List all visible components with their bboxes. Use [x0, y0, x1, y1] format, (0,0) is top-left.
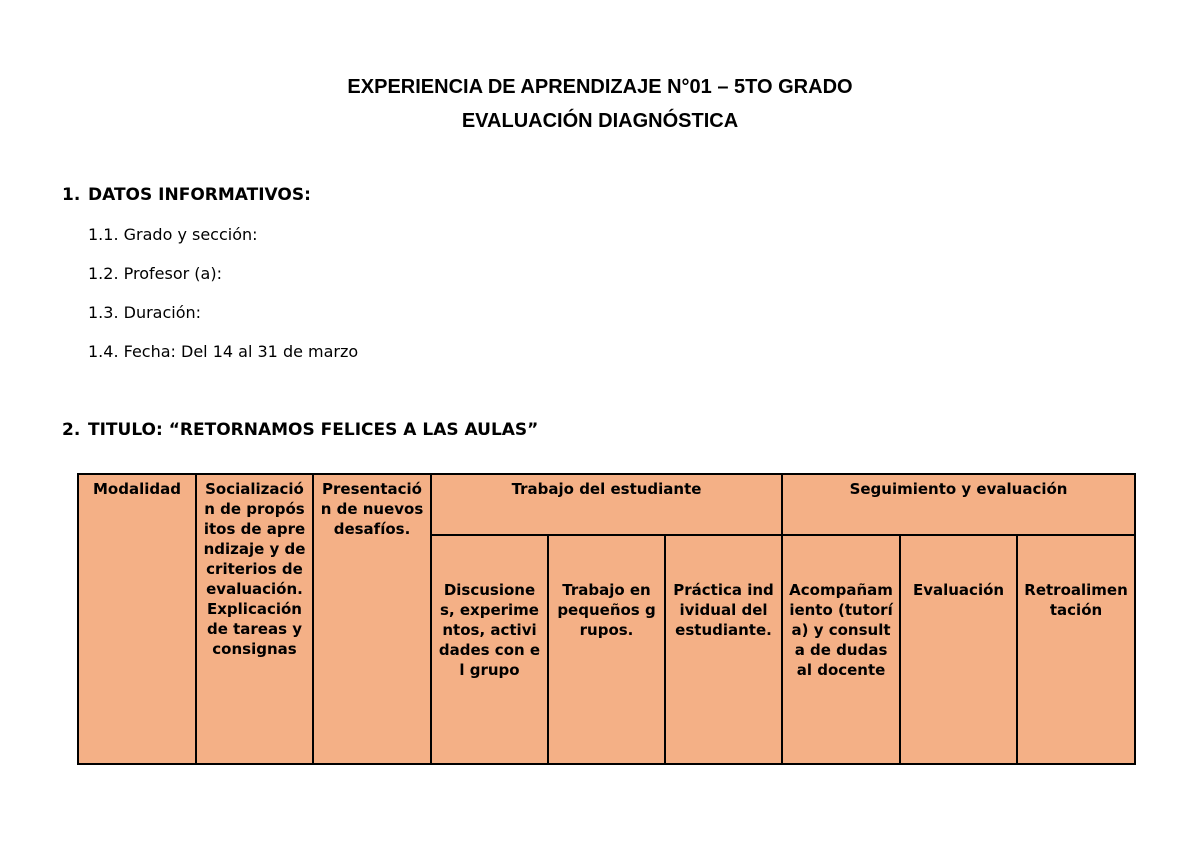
cell-retroalimentacion	[1017, 535, 1135, 764]
info-item-text: Duración:	[123, 303, 202, 322]
cell-trabajo-pequenos-grupos	[548, 535, 665, 764]
cell-evaluacion-text: Evaluación	[912, 581, 1005, 599]
info-item-text: Grado y sección:	[123, 225, 258, 244]
cell-explicacion-text: Explicación de tareas y consignas	[206, 600, 303, 658]
cell-evaluacion	[900, 535, 1017, 764]
info-item-duracion	[88, 303, 201, 322]
info-item-number: 1.3.	[88, 303, 119, 322]
cell-discusiones-text: Discusiones, experimentos, actividades con el grupo	[438, 581, 541, 679]
header-trabajo-text: Trabajo del estudiante	[511, 480, 702, 498]
cell-acompanamiento	[782, 535, 900, 764]
info-item-grado	[88, 225, 258, 244]
cell-modalidad	[78, 474, 196, 764]
info-item-profesor	[88, 264, 222, 283]
info-item-text: Fecha: Del 14 al 31 de marzo	[123, 342, 359, 361]
cell-presentacion-text: Presentación de nuevos desafíos.	[320, 480, 424, 538]
cell-retroalimentacion-text: Retroalimentación	[1024, 581, 1128, 619]
document-title: EXPERIENCIA DE APRENDIZAJE N°01 – 5TO GRADO	[347, 76, 853, 98]
cell-acompanamiento-text: Acompañamiento (tutoría) y consulta de dudas al docente	[789, 581, 893, 679]
cell-practica-text: Práctica individual del estudiante.	[673, 581, 774, 639]
header-seguimiento-evaluacion	[782, 474, 1135, 535]
header-seguimiento-text: Seguimiento y evaluación	[849, 480, 1068, 498]
section-2-label: TITULO: “RETORNAMOS FELICES A LAS AULAS”	[88, 420, 539, 440]
cell-socializacion	[196, 474, 313, 764]
section-1-label: DATOS INFORMATIVOS:	[88, 185, 311, 205]
experience-table	[77, 473, 1136, 765]
section-1-heading	[62, 185, 311, 205]
info-item-number: 1.2.	[88, 264, 119, 283]
info-item-text: Profesor (a):	[123, 264, 222, 283]
header-trabajo-estudiante	[431, 474, 782, 535]
cell-presentacion	[313, 474, 431, 764]
section-1-number: 1.	[62, 185, 81, 205]
section-2-number: 2.	[62, 420, 81, 440]
cell-socializacion-text: Socialización de propósitos de aprendizaje y de criterios de evaluación.	[203, 480, 306, 598]
cell-practica-individual	[665, 535, 782, 764]
document-subtitle: EVALUACIÓN DIAGNÓSTICA	[461, 110, 739, 132]
cell-pequenos-text: Trabajo en pequeños grupos.	[557, 581, 656, 639]
info-item-fecha	[88, 342, 358, 361]
section-2-heading	[62, 420, 538, 440]
info-item-number: 1.4.	[88, 342, 119, 361]
info-item-number: 1.1.	[88, 225, 119, 244]
cell-discusiones	[431, 535, 548, 764]
cell-modalidad-text: Modalidad	[93, 480, 181, 498]
